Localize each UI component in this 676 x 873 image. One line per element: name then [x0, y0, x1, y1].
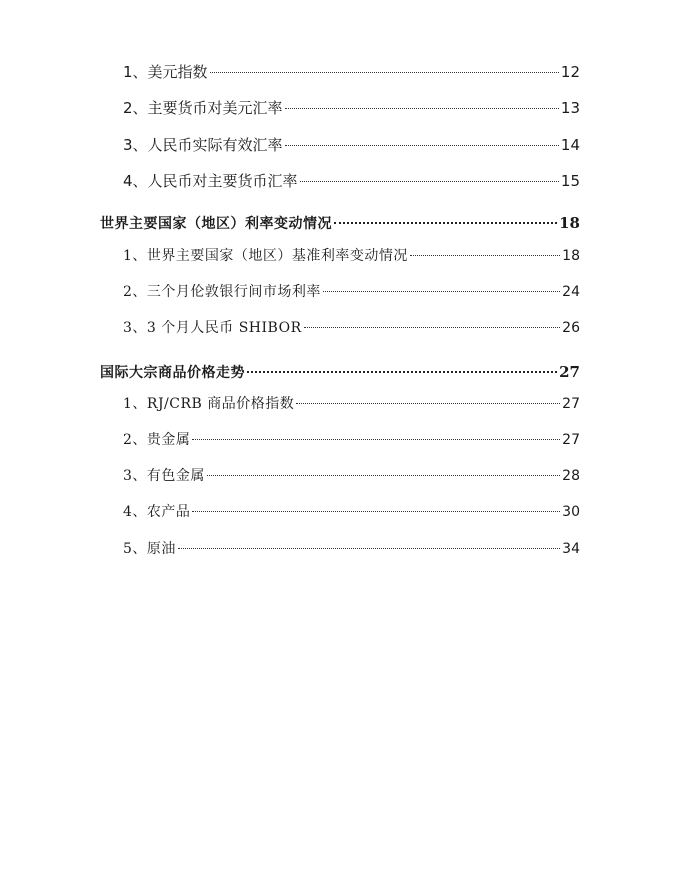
dot-leader	[247, 371, 557, 373]
toc-entry-page: 14	[560, 136, 580, 154]
toc-entry-precious-metals[interactable]	[123, 428, 580, 452]
dot-leader	[285, 108, 559, 109]
toc-entry-usd-index[interactable]	[123, 60, 580, 84]
toc-entry-libor[interactable]	[123, 280, 580, 304]
dot-leader	[334, 222, 557, 224]
toc-entry-label: 2、贵金属	[123, 432, 191, 448]
toc-heading-label: 国际大宗商品价格走势	[100, 365, 245, 381]
dot-leader	[285, 145, 559, 146]
toc-entry-nonferrous-metals[interactable]	[123, 464, 580, 488]
toc-entry-page: 15	[560, 172, 580, 190]
dot-leader	[296, 403, 560, 404]
toc-entry-page: 24	[562, 284, 580, 300]
toc-entry-label: 4、农产品	[123, 504, 191, 520]
dot-leader	[323, 291, 560, 292]
toc-entry-label: 2、三个月伦敦银行间市场利率	[123, 284, 321, 300]
dot-leader	[304, 327, 561, 328]
toc-entry-label: 5、原油	[123, 541, 176, 557]
toc-heading-commodities[interactable]	[100, 360, 580, 384]
toc-entry-shibor[interactable]	[123, 316, 580, 340]
toc-entry-label: 4、人民币对主要货币汇率	[123, 172, 298, 190]
dot-leader	[207, 475, 560, 476]
toc-entry-page: 30	[562, 504, 580, 520]
toc-entry-label: 1、世界主要国家（地区）基准利率变动情况	[123, 248, 408, 264]
toc-entry-crude-oil[interactable]	[123, 537, 580, 561]
toc-entry-page: 18	[562, 248, 580, 264]
toc-entry-page: 12	[560, 63, 580, 81]
toc-heading-label: 世界主要国家（地区）利率变动情况	[100, 216, 332, 232]
toc-entry-label: 1、美元指数	[123, 63, 208, 81]
toc-entry-rj-crb[interactable]	[123, 392, 580, 416]
toc-entry-label: 2、主要货币对美元汇率	[123, 99, 283, 117]
toc-entry-page: 26	[562, 320, 580, 336]
toc-heading-page: 18	[559, 214, 580, 232]
toc-entry-page: 27	[562, 432, 580, 448]
toc-entry-page: 28	[562, 468, 580, 484]
dot-leader	[410, 255, 560, 256]
toc-entry-page: 27	[562, 396, 580, 412]
toc-entry-agricultural[interactable]	[123, 500, 580, 524]
toc-entry-label: 3、3 个月人民币 SHIBOR	[123, 320, 302, 336]
toc-entry-label: 1、RJ/CRB 商品价格指数	[123, 396, 295, 412]
toc-entry-label: 3、人民币实际有效汇率	[123, 136, 283, 154]
toc-entry-page: 13	[560, 99, 580, 117]
dot-leader	[192, 439, 560, 440]
toc-entry-label: 3、有色金属	[123, 468, 205, 484]
toc-entry-rmb-reer[interactable]	[123, 133, 580, 157]
dot-leader	[178, 548, 560, 549]
toc-heading-page: 27	[559, 363, 580, 381]
dot-leader	[300, 181, 559, 182]
toc-entry-benchmark-rates[interactable]	[123, 244, 580, 268]
toc-heading-interest-rates[interactable]	[100, 211, 580, 235]
dot-leader	[192, 511, 560, 512]
toc-entry-page: 34	[562, 541, 580, 557]
toc-entry-rmb-vs-major[interactable]	[123, 169, 580, 193]
dot-leader	[210, 72, 559, 73]
toc-entry-major-currencies-vs-usd[interactable]	[123, 96, 580, 120]
